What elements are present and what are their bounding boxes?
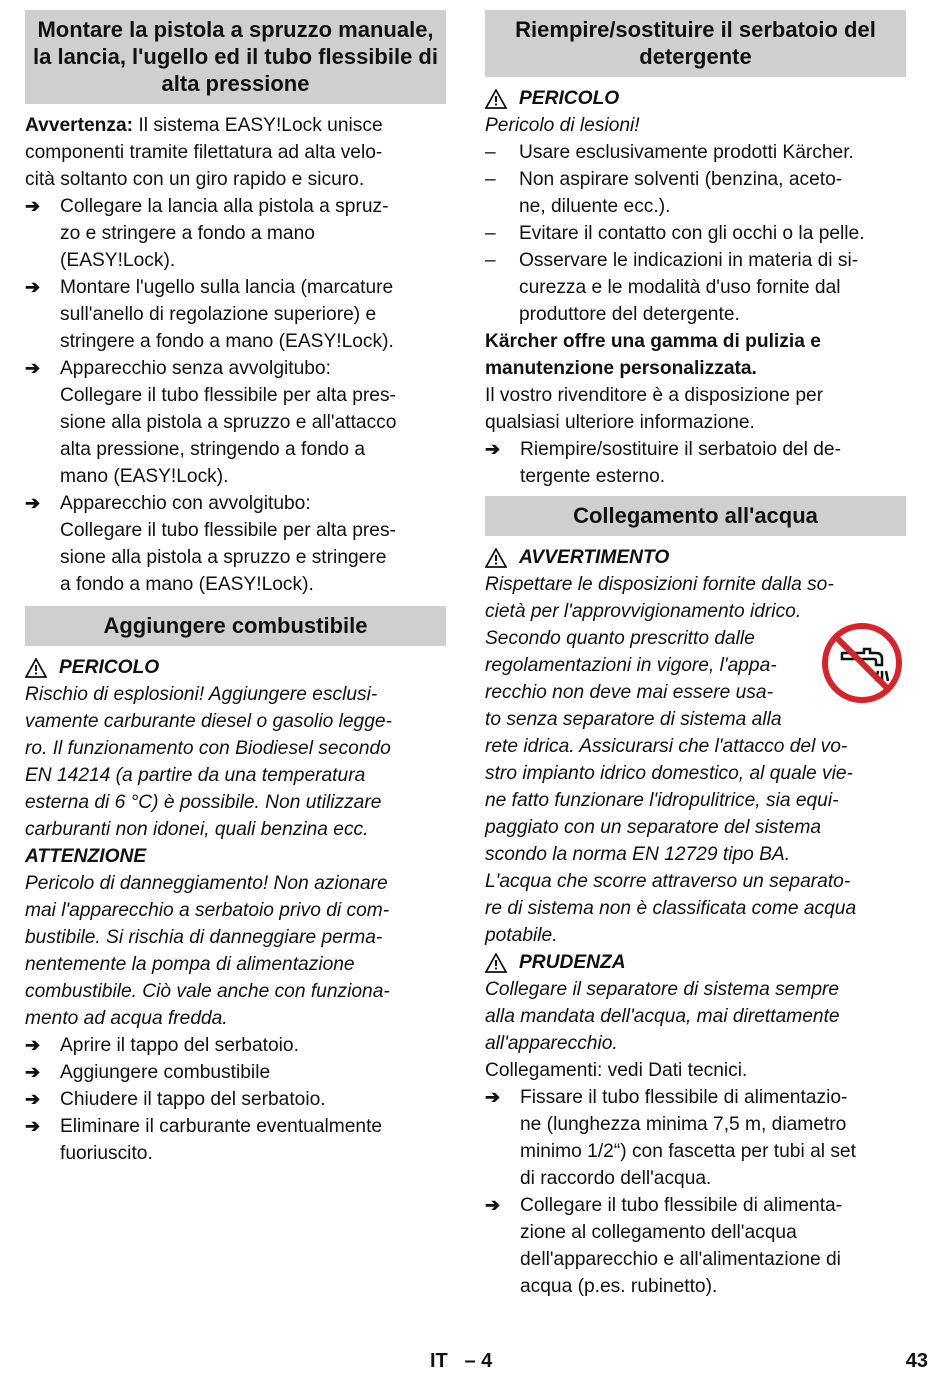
- arrow-right-icon: ➔: [25, 493, 41, 513]
- attention-label: ATTENZIONE: [25, 846, 147, 867]
- page-number: 43: [905, 1350, 928, 1372]
- caution-text: Collegare il separatore di sistema sempre alla mandata dell'acqua, mai direttamente all'apparecchio.: [485, 979, 840, 1054]
- connections-note: Collegamenti: vedi Dati tecnici.: [485, 1060, 748, 1081]
- fuel-steps: [25, 1032, 446, 1167]
- section-heading-fuel: Aggiungere combustibile: [25, 606, 446, 646]
- warning-triangle-icon: [25, 658, 47, 678]
- arrow-right-icon: ➔: [485, 1087, 501, 1107]
- arrow-right-icon: ➔: [485, 1195, 501, 1215]
- arrow-right-icon: ➔: [25, 1062, 41, 1082]
- step-item: ➔ Montare l'ugello sulla lancia (marcature sull'anello di regolazione superiore) e stringere a fondo a mano (EASY!Lock).: [25, 274, 446, 355]
- footer-language: IT: [430, 1350, 448, 1372]
- step-item: ➔ Aprire il tappo del serbatoio.: [25, 1032, 446, 1059]
- warning-triangle-icon: [485, 953, 507, 973]
- step-item: ➔ Apparecchio con avvolgitubo: Collegare il tubo flessibile per alta pres- sione alla pistola a spruzzo e stringere a fondo a mano (EASY!Lock).: [25, 490, 446, 598]
- danger-text: Rischio di esplosioni! Aggiungere esclusi- vamente carburante diesel o gasolio legge- ro. Il funzionamento con Biodiesel secondo EN 14214 (a partire da una temperatura esterna di 6 °C) è possibile. Non utilizzare carburanti non idonei, quali benzina ecc.: [25, 684, 392, 840]
- offer-heading: Kärcher offre una gamma di pulizia e manutenzione personalizzata.: [485, 331, 821, 379]
- section-heading-assembly: Montare la pistola a spruzzo manuale, la lancia, l'ugello ed il tubo flessibile di alta pressione: [25, 10, 446, 104]
- warning-note-line: Il sistema EASY!Lock unisce: [138, 115, 383, 136]
- warning-text: Rispettare le disposizioni fornite dalla so- cietà per l'approvvigionamento idrico. Secondo quanto prescritto dalle regolamentazioni in vigore, l'appa- recchio non deve mai essere usa- to senza separatore di sistema alla rete idrica. Assicurarsi che l'attacco del vo- stro impianto idrico domestico, al quale vie- ne fatto funzionare l'idropulitrice, sia equi- paggiato con un separatore del sistema scondo la norma EN 12729 tipo BA. L'acqua che scorre attraverso un separato- re di sistema non è classificata come acqua potabile.: [485, 574, 857, 946]
- warning-note-line: cità soltanto con un giro rapido e sicuro.: [25, 169, 365, 190]
- step-item: ➔ Fissare il tubo flessibile di alimentazio- ne (lunghezza minima 7,5 m, diametro minimo 1/2“) con fascetta per tubi al set di raccordo dell'acqua.: [485, 1084, 906, 1192]
- offer-text: Il vostro rivenditore è a disposizione per qualsiasi ulteriore informazione.: [485, 385, 824, 433]
- section-heading-water: Collegamento all'acqua: [485, 496, 906, 536]
- step-item: ➔ Aggiungere combustibile: [25, 1059, 446, 1086]
- danger-intro: Pericolo di lesioni!: [485, 115, 640, 136]
- arrow-right-icon: ➔: [25, 196, 41, 216]
- warning-triangle-icon: [485, 89, 507, 109]
- caution-label: PRUDENZA: [485, 949, 906, 976]
- list-item: – Osservare le indicazioni in materia di si- curezza e le modalità d'uso fornite dal produttore del detergente.: [485, 250, 859, 325]
- danger-label: PERICOLO: [25, 654, 446, 681]
- footer-section-label: [430, 1350, 492, 1373]
- assembly-steps: [25, 193, 446, 598]
- section-heading-detergent: Riempire/sostituire il serbatoio del detergente: [485, 10, 906, 77]
- right-column: [485, 10, 906, 1300]
- step-item: ➔ Eliminare il carburante eventualmente fuoriuscito.: [25, 1113, 446, 1167]
- warning-triangle-icon: [485, 548, 507, 568]
- warning-note-line: componenti tramite filettatura ad alta velo-: [25, 142, 383, 163]
- arrow-right-icon: ➔: [25, 1116, 41, 1136]
- list-item: – Usare esclusivamente prodotti Kärcher.: [485, 142, 854, 163]
- arrow-right-icon: ➔: [25, 1035, 41, 1055]
- warning-note: [25, 112, 446, 193]
- step-item: ➔ Chiudere il tappo del serbatoio.: [25, 1086, 446, 1113]
- step-item: ➔ Collegare il tubo flessibile di alimenta- zione al collegamento dell'acqua dell'apparecchio e all'alimentazione di acqua (p.es. rubinetto).: [485, 1192, 906, 1300]
- arrow-right-icon: ➔: [485, 439, 501, 459]
- warning-label: AVVERTIMENTO: [485, 544, 906, 571]
- step-item: ➔ Riempire/sostituire il serbatoio del de- tergente esterno.: [485, 436, 906, 490]
- arrow-right-icon: ➔: [25, 1089, 41, 1109]
- list-item: – Non aspirare solventi (benzina, aceto- ne, diluente ecc.).: [485, 169, 843, 217]
- arrow-right-icon: ➔: [25, 358, 41, 378]
- list-item: – Evitare il contatto con gli occhi o la pelle.: [485, 223, 865, 244]
- step-item: ➔ Collegare la lancia alla pistola a spruz- zo e stringere a fondo a mano (EASY!Lock).: [25, 193, 446, 274]
- attention-text: Pericolo di danneggiamento! Non azionare mai l'apparecchio a serbatoio privo di com- bustibile. Si rischia di danneggiare perma- nentemente la pompa di alimentazione combustibile. Ciò vale anche con funziona- mento ad acqua fredda.: [25, 873, 390, 1029]
- warning-block: [485, 571, 906, 949]
- arrow-right-icon: ➔: [25, 277, 41, 297]
- warning-note-label: Avvertenza:: [25, 115, 134, 136]
- danger-label: PERICOLO: [485, 85, 906, 112]
- water-steps: [485, 1084, 906, 1300]
- no-drinking-water-icon: [820, 621, 904, 705]
- left-column: [25, 10, 446, 1167]
- step-item: ➔ Apparecchio senza avvolgitubo: Collegare il tubo flessibile per alta pres- sione alla pistola a spruzzo e all'attacco alta pressione, stringendo a fondo a mano (EASY!Lock).: [25, 355, 446, 490]
- detergent-rules: [485, 139, 906, 328]
- footer-section-page: – 4: [464, 1350, 493, 1372]
